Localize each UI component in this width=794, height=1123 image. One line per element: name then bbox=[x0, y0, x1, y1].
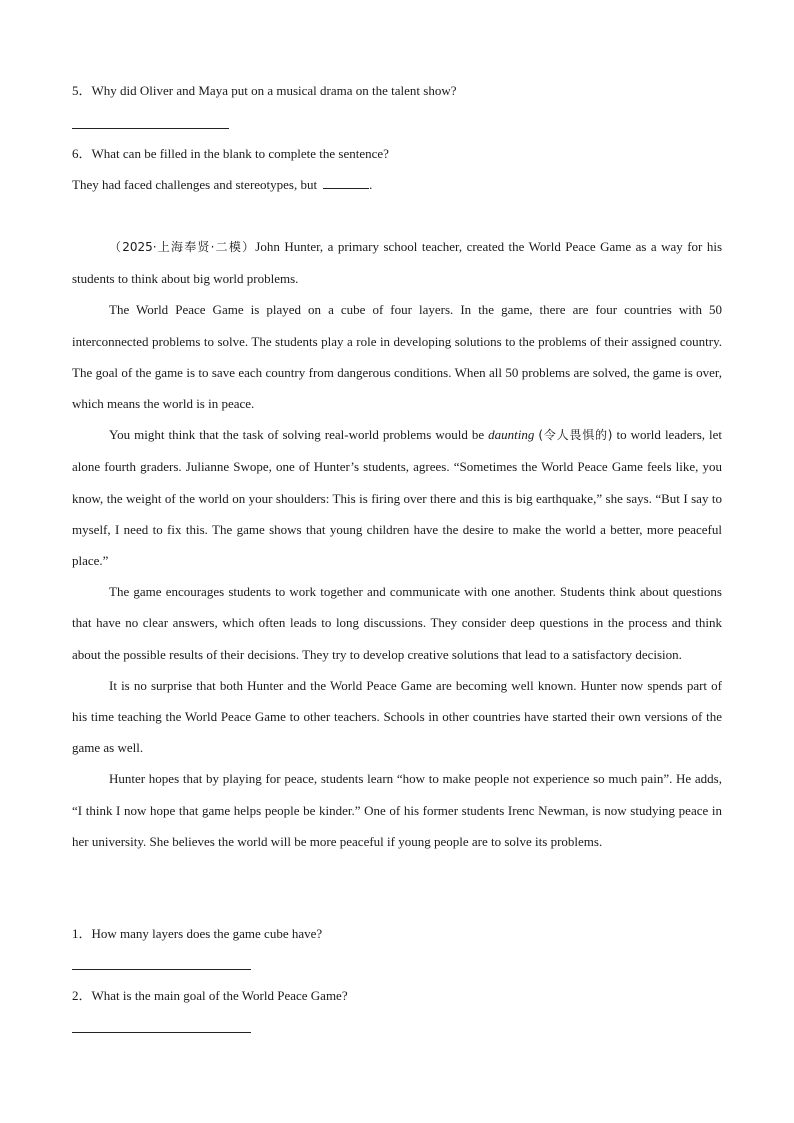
question-6-sentence-text: They had faced challenges and stereotypes, but bbox=[72, 177, 318, 192]
vocabulary-word: daunting bbox=[488, 427, 535, 443]
passage-paragraph-3-start: You might think that the task of solving real-world problems would be bbox=[109, 427, 485, 443]
passage-paragraph-5: It is no surprise that both Hunter and the World Peace Game are becoming well known. Hunter now spends part of his time teaching the World Peace Game to other teachers. Schools in other countries have started their own versions of the game as well. bbox=[72, 677, 722, 756]
question-5: 5．Why did Oliver and Maya put on a musical drama on the talent show? bbox=[72, 83, 457, 98]
question-6-sentence-end: . bbox=[369, 177, 373, 192]
question-1: 1．How many layers does the game cube have? bbox=[72, 926, 323, 941]
passage-source: （2025·上海奉贤·二模） bbox=[109, 240, 256, 254]
passage-paragraph-1-text: John Hunter, a primary school teacher, created the World Peace Game as a way for his students to think about big world problems. bbox=[72, 239, 723, 287]
passage-paragraph-2: The World Peace Game is played on a cube of four layers. In the game, there are four countries with 50 interconnected problems to solve. The students play a role in developing solutions to the problems of their assigned country. The goal of the game is to save each country from dangerous conditions. When all 50 problems are solved, the game is over, which means the world is in peace. bbox=[72, 302, 722, 412]
passage-paragraph-6: Hunter hopes that by playing for peace, students learn “how to make people not experience so much pain”. He adds, “I think I now hope that game helps people be kinder.” One of his former students Irenc Newman, is now studying peace in her university. She believes the world will be more peaceful if young people are to solve its problems. bbox=[72, 771, 722, 849]
question-2: 2．What is the main goal of the World Peace Game? bbox=[72, 988, 348, 1003]
passage-paragraph-4: The game encourages students to work together and communicate with one another. Students think about questions that have no clear answers, which often leads to long discussions. They consider deep questions in the process and think about the possible results of their decisions. They try to develop creative solutions that lead to a satisfactory decision. bbox=[72, 584, 722, 662]
question-6: 6．What can be filled in the blank to complete the sentence? bbox=[72, 146, 389, 161]
vocabulary-gloss: (令人畏惧的) bbox=[538, 428, 613, 443]
passage-paragraph-3-end: to world leaders, let alone fourth graders. Julianne Swope, one of Hunter’s students, agrees. “Sometimes the World Peace Game feels like, you know, the weight of the world on your shoulders: This is firing over there and this is big earthquake,” she says. “But I say to myself, I need to fix this. The game shows that young children have the desire to make the world a better, more peaceful place.” bbox=[72, 427, 723, 569]
answer-line-q5[interactable] bbox=[72, 128, 229, 129]
inline-answer-blank-q6[interactable] bbox=[323, 176, 369, 189]
passage-paragraph-1 bbox=[72, 231, 722, 294]
answer-line-q1[interactable] bbox=[72, 969, 251, 970]
question-6-sentence bbox=[72, 176, 372, 194]
passage-paragraph-3 bbox=[72, 419, 722, 576]
answer-line-q2[interactable] bbox=[72, 1032, 251, 1033]
reading-passage bbox=[72, 231, 722, 857]
